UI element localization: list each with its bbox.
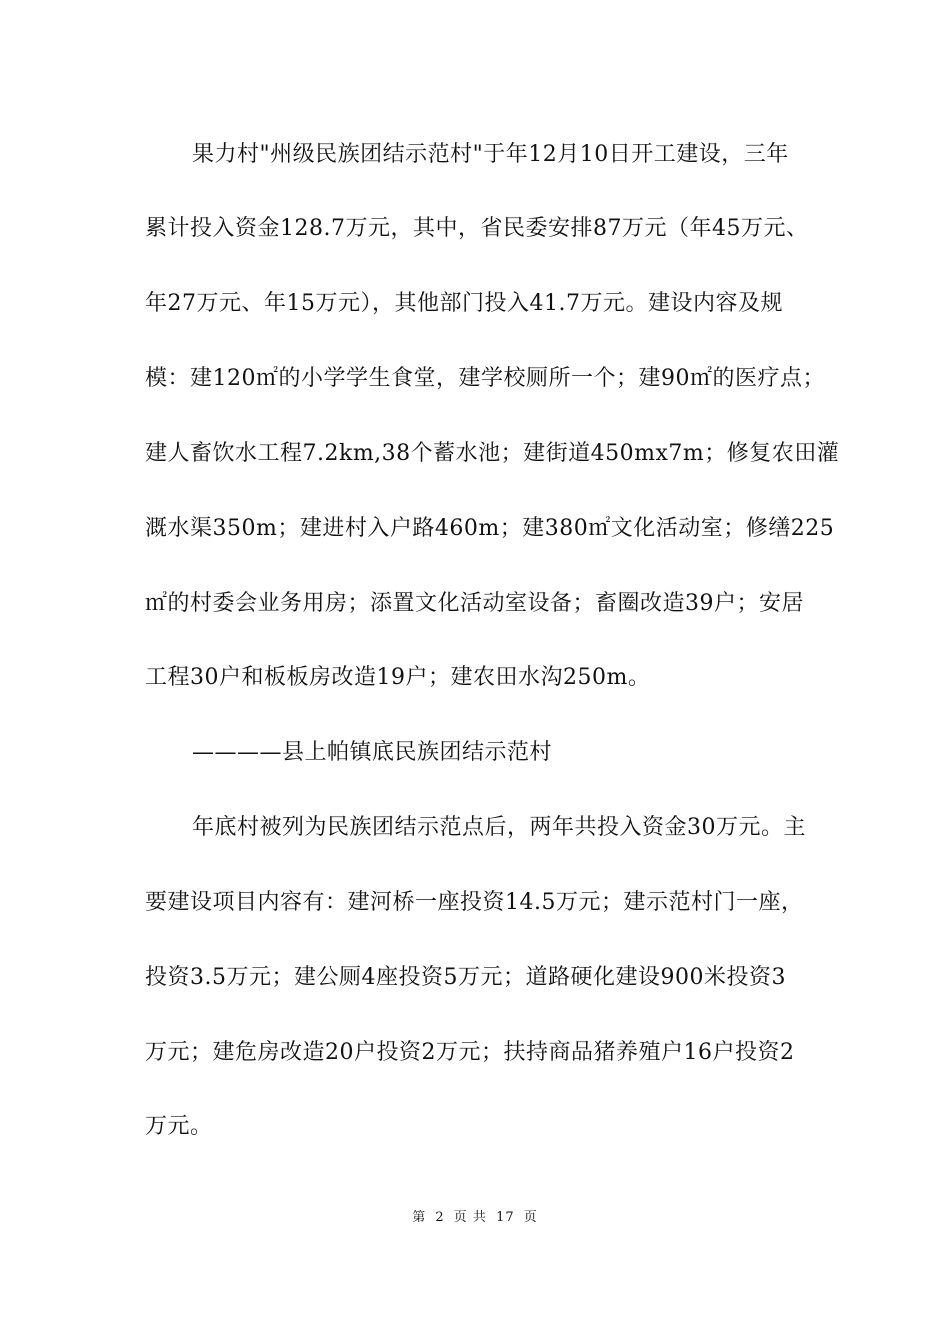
paragraph-line: 投资3.5万元；建公厕4座投资5万元；道路硬化建设900米投资3: [145, 965, 786, 990]
section-heading: ————县上帕镇底民族团结示范村: [192, 740, 553, 765]
paragraph-line: 果力村"州级民族团结示范村"于年12月10日开工建设，三年: [192, 142, 789, 167]
paragraph-line: ㎡的村委会业务用房；添置文化活动室设备；畜圈改造39户；安居: [145, 591, 804, 616]
footer-suffix: 页: [523, 1210, 538, 1225]
paragraph-line: 要建设项目内容有：建河桥一座投资14.5万元；建示范村门一座，: [145, 890, 804, 915]
paragraph-line: 溉水渠350m；建进村入户路460m；建380㎡文化活动室；修缮225: [145, 516, 835, 541]
paragraph-line: 年27万元、年15万元），其他部门投入41.7万元。建设内容及规: [145, 291, 783, 316]
footer-middle: 页 共: [453, 1210, 487, 1225]
current-page-number: 2: [435, 1210, 445, 1225]
paragraph-line: 万元；建危房改造20户投资2万元；扶持商品猪养殖户16户投资2: [145, 1040, 795, 1065]
footer-prefix: 第: [412, 1210, 427, 1225]
paragraph-line: 年底村被列为民族团结示范点后，两年共投入资金30万元。主: [192, 815, 806, 840]
paragraph-line: 累计投入资金128.7万元，其中，省民委安排87万元（年45万元、: [145, 216, 809, 241]
paragraph-line: 建人畜饮水工程7.2km,38个蓄水池；建街道450mx7m；修复农田灌: [145, 441, 840, 466]
page-footer: [0, 1210, 950, 1226]
total-pages-number: 17: [496, 1210, 515, 1225]
paragraph-line: 模：建120㎡的小学学生食堂，建学校厕所一个；建90㎡的医疗点；: [145, 366, 825, 391]
paragraph-line: 工程30户和板板房改造19户；建农田水沟250m。: [145, 665, 651, 690]
paragraph-line: 万元。: [145, 1114, 213, 1139]
